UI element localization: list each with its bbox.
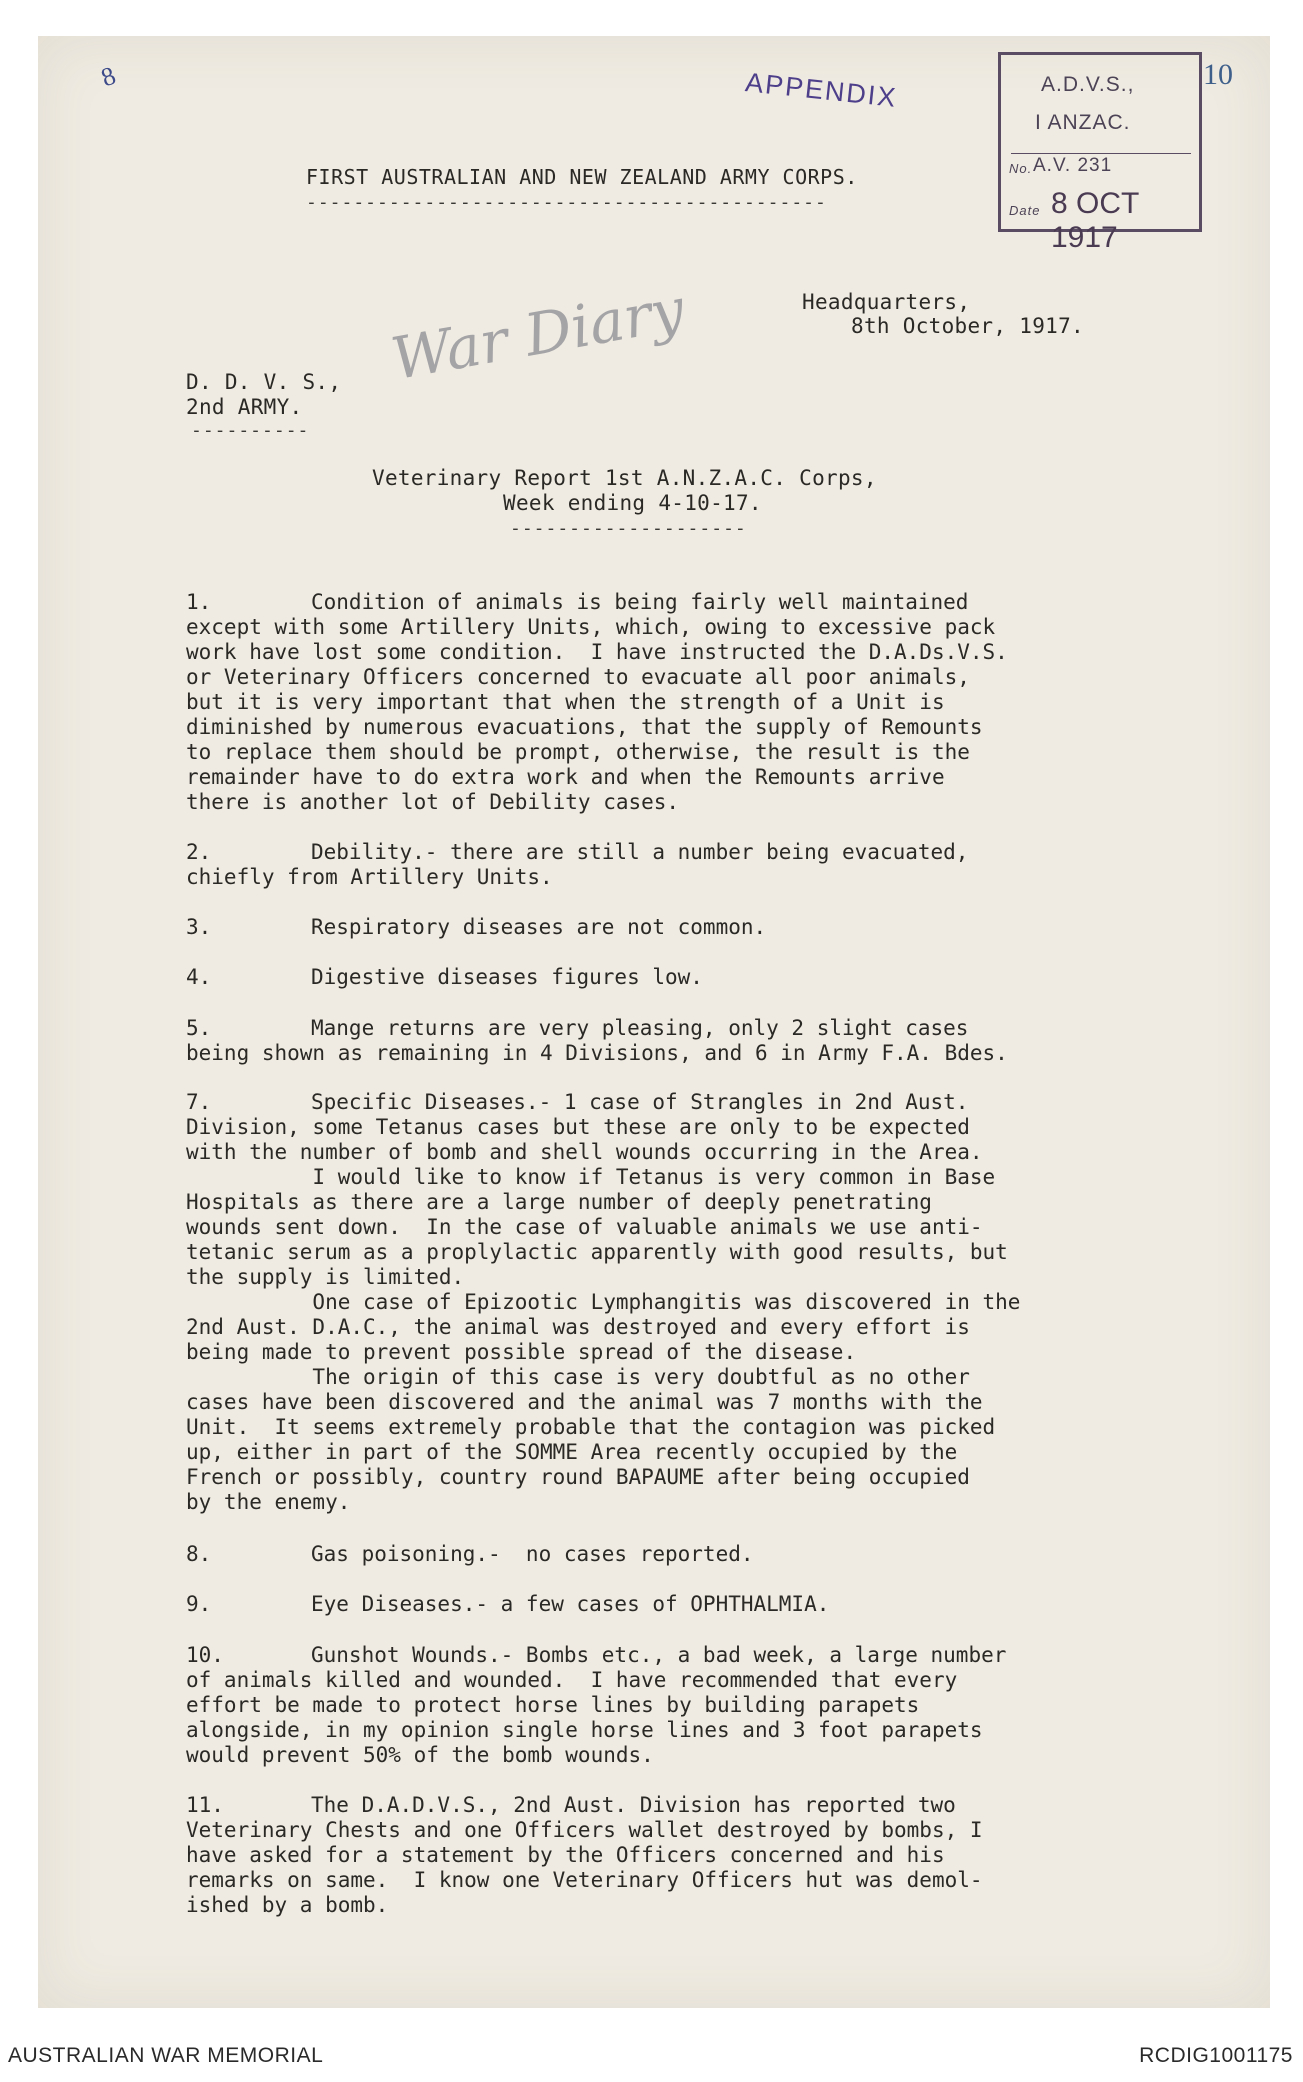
addressee-line-2: 2nd ARMY.: [186, 395, 303, 419]
stamp-date: 8 OCT 1917: [1051, 187, 1139, 254]
paragraph-number: 3.: [186, 915, 212, 939]
paragraph-number: 4.: [186, 965, 212, 989]
heading-underline: --------------------------------------------: [306, 192, 827, 213]
paragraph-number: 9.: [186, 1592, 212, 1616]
handwritten-annotation: War Diary: [386, 274, 690, 394]
report-title: Veterinary Report 1st A.N.Z.A.C. Corps,: [372, 466, 877, 490]
paragraph-9: 9. Eye Diseases.- a few cases of OPHTHALMIA.: [186, 1592, 830, 1616]
paragraph-4: 4. Digestive diseases figures low.: [186, 965, 703, 989]
received-stamp: [998, 52, 1202, 254]
paragraph-11: 11. The D.A.D.V.S., 2nd Aust. Division has reported two Veterinary Chests and one Officers wallet destroyed by bombs, I have asked for a statement by the Officers concerned and his remarks on same. I know one Veterinary Officers hut was demol- ished by a bomb.: [186, 1793, 983, 1917]
page-number: 10: [1203, 58, 1233, 91]
paragraph-10: 10. Gunshot Wounds.- Bombs etc., a bad week, a large number of animals killed and wounded. I have recommended that every effort be made to protect horse lines by building parapets alongside, in my opinion single horse lines and 3 foot parapets would prevent 50% of the bomb wounds.: [186, 1643, 1007, 1767]
headquarters-label: Headquarters,: [802, 290, 971, 314]
appendix-stamp: APPENDIX: [743, 67, 899, 113]
paragraph-number: 7.: [186, 1090, 212, 1114]
paragraph-number: 5.: [186, 1016, 212, 1040]
letter-date: 8th October, 1917.: [851, 314, 1084, 338]
paragraph-number: 8.: [186, 1542, 212, 1566]
paragraph-number: 1.: [186, 590, 212, 614]
stamp-line-1: A.D.V.S.,: [1041, 73, 1135, 96]
title-underline: --------------------: [510, 518, 747, 539]
paragraph-7: 7. Specific Diseases.- 1 case of Strangles in 2nd Aust. Division, some Tetanus cases but these are only to be expected with the number of bomb and shell wounds occurring in the Area. I would like to know if Tetanus is very common in Base Hospitals as there are a large number of deeply penetrating wounds sent down. In the case of valuable animals we use anti- tetanic serum as a proplylactic apparently with good results, but the supply is limited. One case of Epizootic Lymphangitis was discovered in the 2nd Aust. D.A.C., the animal was destroyed and every effort is being made to prevent possible spread of the disease. The origin of this case is very doubtful as no other cases have been discovered and the animal was 7 months with the Unit. It seems extremely probable that the contagion was picked up, either in part of the SOMME Area recently occupied by the French or possibly, country round BAPAUME after being occupied by the enemy.: [186, 1090, 1021, 1514]
paragraph-8: 8. Gas poisoning.- no cases reported.: [186, 1542, 754, 1566]
corner-pencil-mark: 8: [97, 60, 120, 93]
footer-archive-name: AUSTRALIAN WAR MEMORIAL: [8, 2044, 324, 2067]
paragraph-5: 5. Mange returns are very pleasing, only 2 slight cases being shown as remaining in 4 Divisions, and 6 in Army F.A. Bdes.: [186, 1016, 1008, 1065]
report-subtitle: Week ending 4-10-17.: [503, 491, 762, 515]
paragraph-number: 2.: [186, 840, 212, 864]
paragraph-1: 1. Condition of animals is being fairly well maintained except with some Artillery Units, which, owing to excessive pack work have lost some condition. I have instructed the D.A.Ds.V.S. or Veterinary Officers concerned to evacuate all poor animals, but it is very important that when the strength of a Unit is diminished by numerous evacuations, that the supply of Remounts to replace them should be prompt, otherwise, the result is the remainder have to do extra work and when the Remounts arrive there is another lot of Debility cases.: [186, 590, 1008, 814]
corps-heading: FIRST AUSTRALIAN AND NEW ZEALAND ARMY CORPS.: [306, 165, 858, 189]
addressee-underline: ----------: [191, 420, 310, 441]
stamp-line-2: I ANZAC.: [1035, 111, 1131, 134]
stamp-no-label: No.: [1009, 161, 1033, 176]
addressee-line-1: D. D. V. S.,: [186, 370, 342, 394]
paragraph-number: 10.: [186, 1643, 224, 1667]
paragraph-3: 3. Respiratory diseases are not common.: [186, 915, 767, 939]
paragraph-2: 2. Debility.- there are still a number being evacuated, chiefly from Artillery Units.: [186, 840, 969, 889]
footer-record-id: RCDIG1001175: [1139, 2044, 1293, 2067]
stamp-date-label: Date: [1009, 203, 1041, 218]
paragraph-number: 11.: [186, 1793, 224, 1817]
stamp-number: A.V. 231: [1033, 155, 1113, 176]
